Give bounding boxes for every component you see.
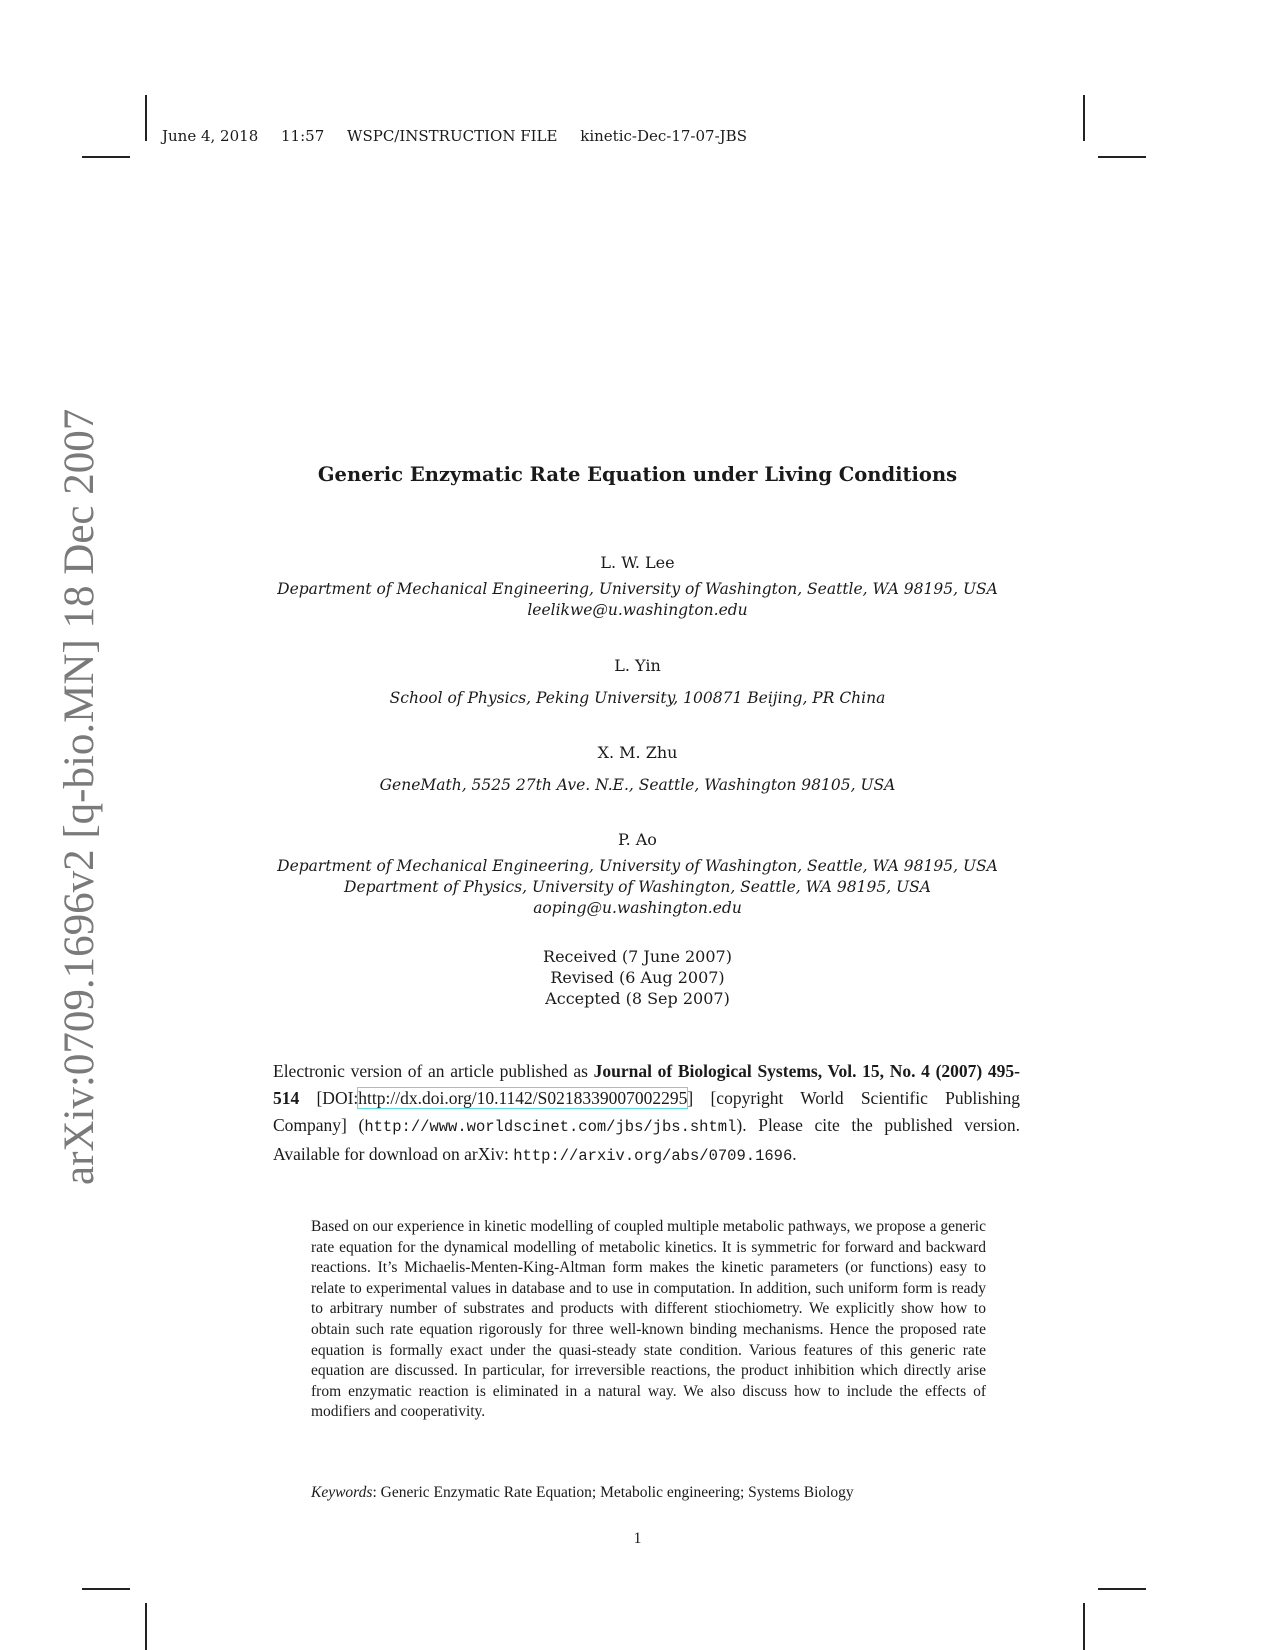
author-name: X. M. Zhu — [597, 743, 678, 762]
author-affiliation: School of Physics, Peking University, 100871 Beijing, PR China — [389, 689, 886, 707]
header-file-name: kinetic-Dec-17-07-JBS — [580, 127, 747, 145]
revised-date: Revised (6 Aug 2007) — [550, 968, 725, 987]
publisher-url[interactable]: http://www.worldscinet.com/jbs/jbs.shtml — [364, 1118, 737, 1136]
doi-link[interactable]: http://dx.doi.org/10.1142/S0218339007002295 — [358, 1088, 688, 1108]
author-name: L. W. Lee — [600, 553, 675, 572]
accepted-date: Accepted (8 Sep 2007) — [545, 989, 730, 1008]
publication-intro: Electronic version of an article published as — [273, 1061, 594, 1081]
author-affiliation: GeneMath, 5525 27th Ave. N.E., Seattle, Washington 98105, USA — [379, 776, 896, 794]
header-file-type: WSPC/INSTRUCTION FILE — [347, 127, 558, 145]
paper-title: Generic Enzymatic Rate Equation under Living Conditions — [317, 463, 958, 486]
author-email: leelikwe@u.washington.edu — [527, 601, 748, 619]
crop-mark-top-right-horizontal — [1098, 156, 1146, 158]
page-number: 1 — [633, 1530, 642, 1547]
crop-mark-top-right-vertical — [1083, 95, 1085, 141]
author-name: L. Yin — [614, 656, 661, 675]
publication-note — [273, 1058, 1020, 1170]
crop-mark-top-left-vertical — [145, 95, 147, 141]
author-affiliation: Department of Physics, University of Washington, Seattle, WA 98195, USA — [344, 878, 931, 896]
crop-mark-top-left-horizontal — [82, 156, 130, 158]
doi-prefix: [DOI: — [299, 1088, 359, 1108]
received-date: Received (7 June 2007) — [543, 947, 732, 966]
keywords-label: Keywords — [311, 1484, 373, 1501]
cite-note: ). Please cite the published version. Available for download on arXiv: — [273, 1115, 1020, 1164]
keywords — [311, 1484, 1011, 1502]
running-header — [162, 127, 765, 145]
crop-mark-bottom-right-vertical — [1083, 1603, 1085, 1650]
author-affiliation: Department of Mechanical Engineering, University of Washington, Seattle, WA 98195, USA — [277, 580, 998, 598]
crop-mark-bottom-left-vertical — [145, 1603, 147, 1650]
author-email: aoping@u.washington.edu — [533, 899, 742, 917]
author-affiliation: Department of Mechanical Engineering, University of Washington, Seattle, WA 98195, USA — [277, 857, 998, 875]
keywords-text: : Generic Enzymatic Rate Equation; Metabolic engineering; Systems Biology — [372, 1484, 854, 1501]
header-date: June 4, 2018 — [162, 127, 259, 145]
copyright-note: ] [copyright World Scientific Publishing Company] ( — [273, 1088, 1020, 1135]
arxiv-url[interactable]: http://arxiv.org/abs/0709.1696 — [513, 1147, 793, 1165]
arxiv-stamp: arXiv:0709.1696v2 [q-bio.MN] 18 Dec 2007 — [56, 408, 103, 1185]
abstract: Based on our experience in kinetic modelling of coupled multiple metabolic pathways, we propose a generic rate equation for the dynamical modelling of metabolic kinetics. It is symmetric for forward and backward reactions. It’s Michaelis-Menten-King-Altman form makes the kinetic parameters (or functions) easy to relate to experimental values in database and to use in computation. In addition, such uniform form is ready to arbitrary number of substrates and products with different stiochiometry. We explicitly show how to obtain such rate equation rigorously for three well-known binding mechanisms. Hence the proposed rate equation is formally exact under the quasi-steady state condition. Various features of this generic rate equation are discussed. In particular, for irreversible reactions, the product inhibition which directly arise from enzymatic reaction is eliminated in a natural way. We also discuss how to include the effects of modifiers and cooperativity. — [311, 1218, 986, 1421]
crop-mark-bottom-right-horizontal — [1098, 1588, 1146, 1590]
journal-citation: Journal of Biological Systems, Vol. 15, No. 4 (2007) 495-514 — [273, 1061, 1020, 1108]
publication-note-end: . — [792, 1144, 797, 1164]
crop-mark-bottom-left-horizontal — [82, 1588, 130, 1590]
author-name: P. Ao — [618, 830, 657, 849]
header-time: 11:57 — [281, 127, 325, 145]
